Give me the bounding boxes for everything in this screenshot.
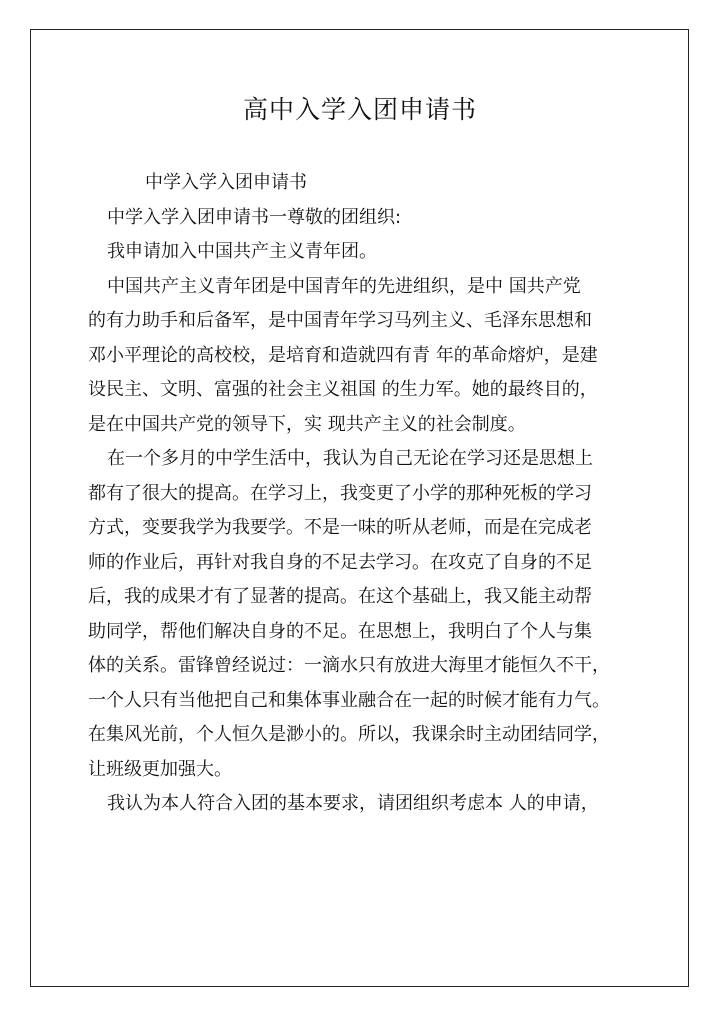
salutation-line: 中学入学入团申请书一尊敬的团组织: [107,206,402,228]
paragraph-line: 邓小平理论的高校校，是培育和造就四有青 年的革命熔炉，是建 [88,344,598,366]
paragraph-line: 设民主、文明、富强的社会主义祖国 的生力军。她的最终目的， [88,379,598,400]
paragraph-line: 方式，变要我学为我要学。不是一味的听从老师，而是在完成老 [88,517,592,538]
paragraph-line: 都有了很大的提高。在学习上，我变更了小学的那种死板的学习 [88,482,592,504]
paragraph-line: 后，我的成果才有了显著的提高。在这个基础上，我又能主动帮 [88,586,592,607]
paragraph-line: 助同学，帮他们解决自身的不足。在思想上，我明白了个人与集 [88,620,592,642]
paragraph-line: 是在中国共产党的领导下，实 现共产主义的社会制度。 [88,413,526,435]
paragraph-line: 让班级更加强大。 [88,758,232,780]
document-title: 高中入学入团申请书 [242,95,477,124]
paragraph-line: 的有力助手和后备军，是中国青年学习马列主义、毛泽东思想和 [88,310,592,331]
paragraph-line: 在集风光前，个人恒久是渺小的。所以，我课余时主动团结同学， [88,724,610,745]
paragraph-line: 体的关系。雷锋曾经说过：一滴水只有放进大海里才能恒久不干， [88,655,610,676]
paragraph-line: 在一个多月的中学生活中，我认为自己无论在学习还是思想上 [107,448,593,469]
paragraph-line: 我认为本人符合入团的基本要求，请团组织考虑本 人的申请， [107,793,599,814]
paragraph-line: 师的作业后，再针对我自身的不足去学习。在攻克了自身的不足 [88,551,592,573]
document-body [88,166,648,822]
paragraph-line: 我申请加入中国共产主义青年团。 [107,241,377,262]
subtitle-line: 中学入学入团申请书 [145,172,307,193]
paragraph-line: 中国共产主义青年团是中国青年的先进组织，是中 国共产党 [107,275,581,297]
paragraph-line: 一个人只有当他把自己和集体事业融合在一起的时候才能有力气。 [88,689,610,711]
